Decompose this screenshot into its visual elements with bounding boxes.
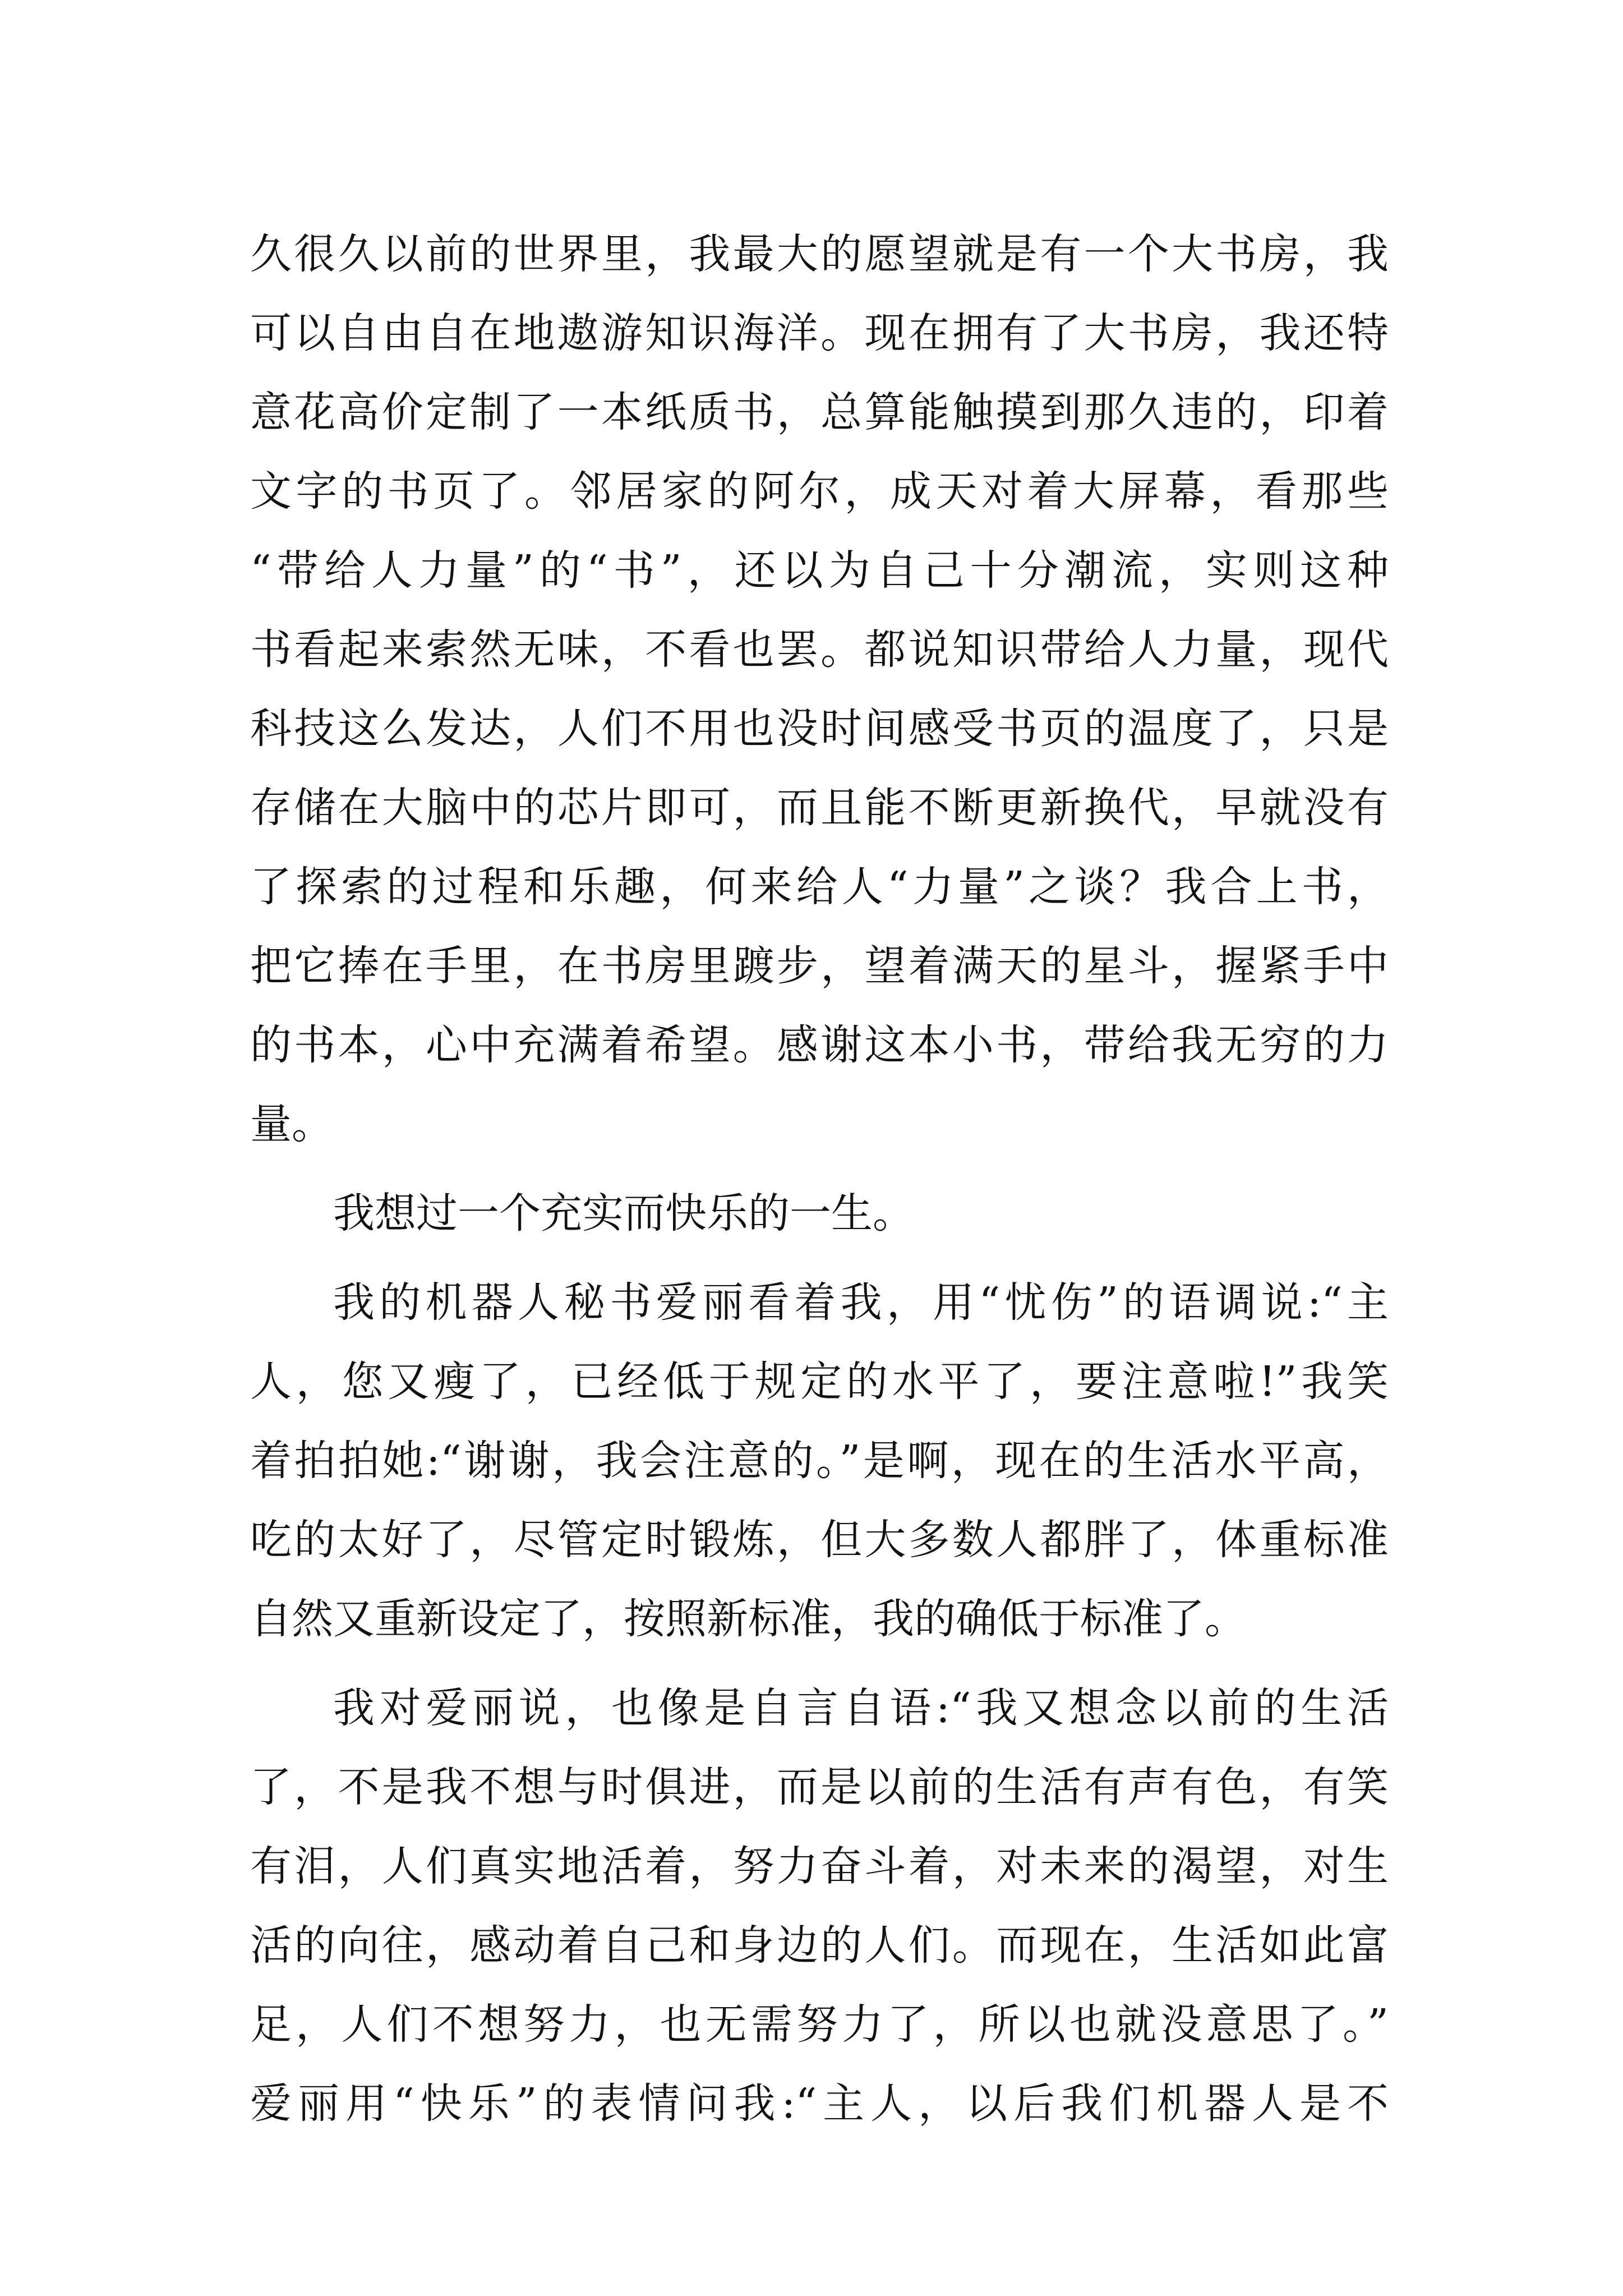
text-line: 科技这么发达，人们不用也没时间感受书页的温度了，只是 (250, 705, 1389, 753)
text-line: 了探索的过程和乐趣，何来给人“力量”之谈？我合上书， (250, 863, 1389, 911)
text-line: 书看起来索然无味，不看也罢。都说知识带给人力量，现代 (250, 625, 1389, 674)
text-line: 量。 (250, 1100, 333, 1148)
text-line: 足，人们不想努力，也无需努力了，所以也就没意思了。” (250, 2000, 1389, 2049)
text-line: 久很久以前的世界里，我最大的愿望就是有一个大书房，我 (250, 230, 1389, 278)
text-line: 有泪，人们真实地活着，努力奋斗着，对未来的渴望，对生 (250, 1842, 1389, 1890)
text-line: 自然又重新设定了，按照新标准，我的确低于标准了。 (250, 1595, 1246, 1643)
text-line: 人，您又瘦了，已经低于规定的水平了，要注意啦!”我笑 (250, 1358, 1389, 1406)
text-line: 爱丽用“快乐”的表情问我:“主人，以后我们机器人是不 (250, 2079, 1389, 2128)
text-line: “带给人力量”的“书”，还以为自己十分潮流，实则这种 (250, 546, 1389, 595)
text-line: 存储在大脑中的芯片即可，而且能不断更新换代，早就没有 (250, 784, 1389, 832)
text-line: 我的机器人秘书爱丽看着我，用“忧伤”的语调说:“主 (333, 1278, 1389, 1327)
text-line: 可以自由自在地遨游知识海洋。现在拥有了大书房，我还特 (250, 309, 1389, 357)
text-line: 把它捧在手里，在书房里踱步，望着满天的星斗，握紧手中 (250, 942, 1389, 990)
text-line: 活的向往，感动着自己和身边的人们。而现在，生活如此富 (250, 1921, 1389, 1970)
text-line: 我对爱丽说，也像是自言自语:“我又想念以前的生活 (333, 1684, 1389, 1732)
paragraph-1 (250, 215, 1389, 1164)
paragraph-3 (250, 1263, 1389, 1659)
text-line: 意花高价定制了一本纸质书，总算能触摸到那久违的，印着 (250, 388, 1389, 436)
paragraph-4 (250, 1669, 1389, 2143)
text-line: 了，不是我不想与时俱进，而是以前的生活有声有色，有笑 (250, 1763, 1389, 1811)
text-line: 着拍拍她:“谢谢，我会注意的。”是啊，现在的生活水平高， (250, 1437, 1389, 1485)
text-line: 文字的书页了。邻居家的阿尔，成天对着大屏幕，看那些 (250, 467, 1389, 516)
text-line: 吃的太好了，尽管定时锻炼，但大多数人都胖了，体重标准 (250, 1516, 1389, 1564)
text-line: 的书本，心中充满着希望。感谢这本小书，带给我无穷的力 (250, 1021, 1389, 1069)
document-body (250, 215, 1389, 2143)
paragraph-2 (250, 1174, 1389, 1253)
text-line: 我想过一个充实而快乐的一生。 (333, 1189, 914, 1237)
